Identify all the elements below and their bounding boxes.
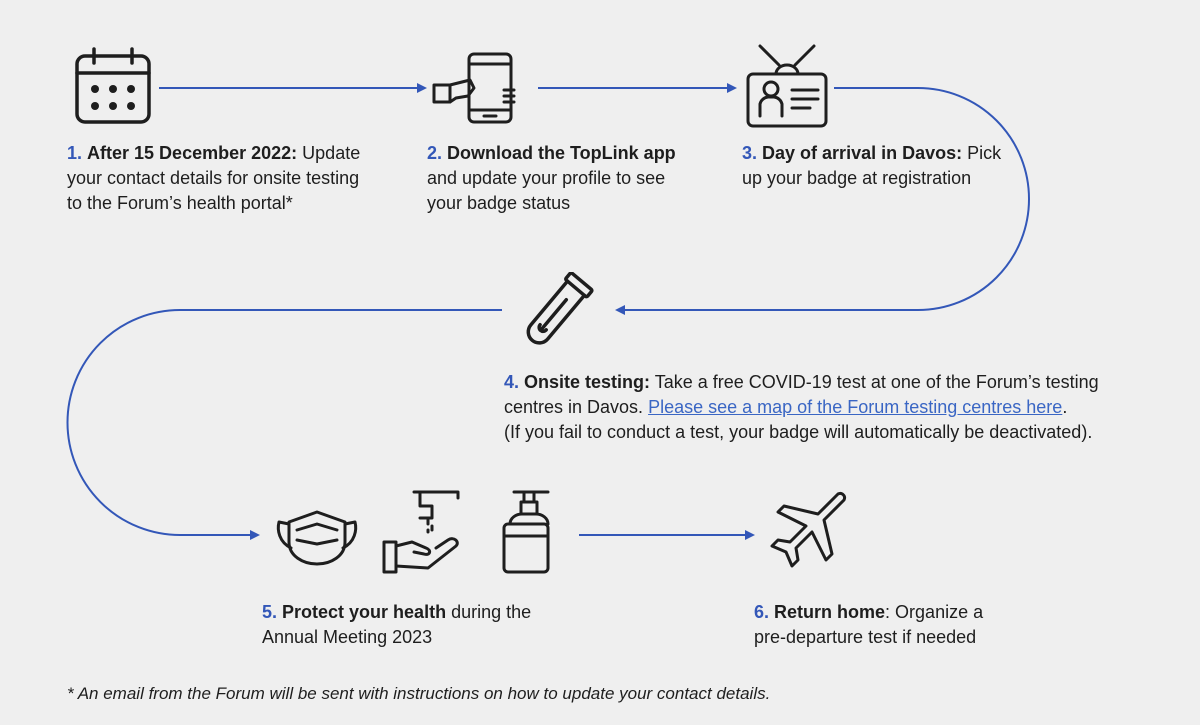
- step-5-text: [262, 600, 582, 650]
- calendar-icon: [74, 47, 152, 125]
- step-title: Day of arrival in Davos:: [762, 143, 963, 163]
- step-description: : Organize a: [885, 602, 984, 622]
- step-description: during the: [451, 602, 532, 622]
- step-number: 6.: [754, 602, 770, 622]
- step-description: to the Forum’s health portal*: [67, 193, 293, 213]
- step-description: up your badge at registration: [742, 168, 972, 188]
- step-description: pre-departure test if needed: [754, 627, 977, 647]
- step-description: (If you fail to conduct a test, your badge will automatically be deactivated).: [504, 422, 1093, 442]
- badge-icon: [746, 44, 828, 128]
- step-title: After 15 December 2022:: [87, 143, 298, 163]
- step-description: your contact details for onsite testing: [67, 168, 360, 188]
- smartphone-hand-icon: [432, 52, 522, 124]
- step-description: .: [1062, 397, 1068, 417]
- step-number: 4.: [504, 372, 520, 392]
- step-3-text: [742, 141, 1042, 191]
- step-number: 1.: [67, 143, 83, 163]
- step-6-text: [754, 600, 1054, 650]
- step-title: Download the TopLink app: [447, 143, 676, 163]
- step-number: 5.: [262, 602, 278, 622]
- step-title: Onsite testing:: [524, 372, 651, 392]
- step-2-text: [427, 141, 727, 216]
- step-number: 2.: [427, 143, 443, 163]
- step-description: Pick: [967, 143, 1002, 163]
- step-number: 3.: [742, 143, 758, 163]
- airplane-icon: [768, 490, 848, 570]
- footnote: * An email from the Forum will be sent with instructions on how to update your contact details.: [67, 684, 771, 703]
- test-tube-icon: [514, 272, 598, 352]
- step-description: centres in Davos.: [504, 397, 644, 417]
- step-description: Take a free COVID-19 test at one of the Forum’s testing: [654, 372, 1099, 392]
- hand-washing-icon: [382, 490, 462, 576]
- testing-centres-map-link[interactable]: Please see a map of the Forum testing centres here: [648, 397, 1063, 417]
- step-1-text: [67, 141, 397, 216]
- step-title: Protect your health: [282, 602, 447, 622]
- soap-dispenser-icon: [500, 490, 552, 574]
- face-mask-icon: [275, 508, 359, 566]
- step-title: Return home: [774, 602, 886, 622]
- step-description: Annual Meeting 2023: [262, 627, 433, 647]
- step-description: and update your profile to see: [427, 168, 666, 188]
- step-description: your badge status: [427, 193, 571, 213]
- step-description: Update: [302, 143, 361, 163]
- step-4-text: [504, 370, 1144, 445]
